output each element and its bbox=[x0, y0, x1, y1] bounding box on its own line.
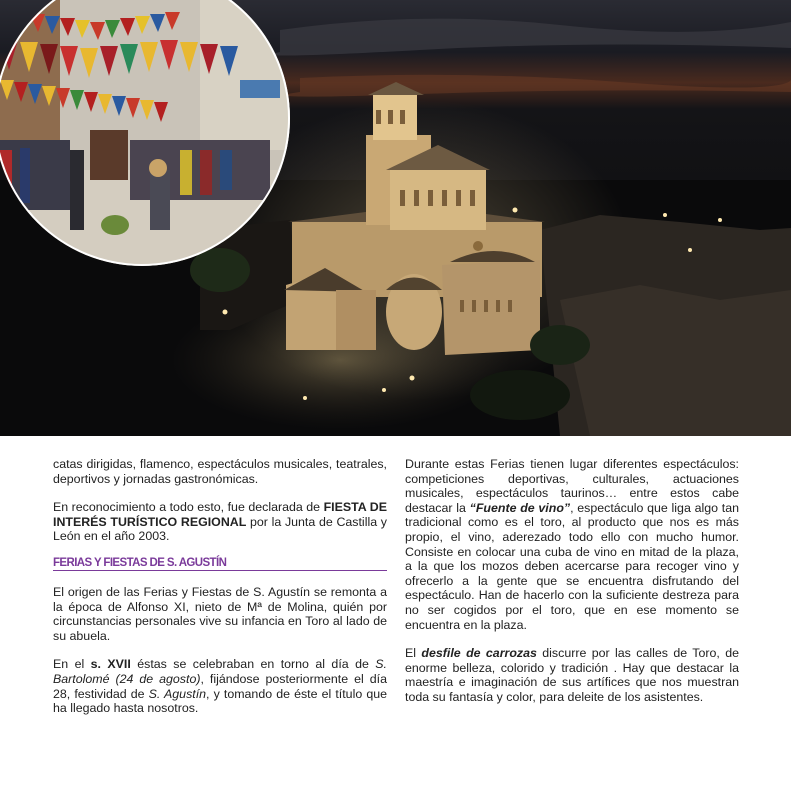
bartolome-italic: S. Bartolomé (24 de agosto) bbox=[53, 657, 387, 686]
left-paragraph-1: catas dirigidas, flamenco, espectáculos musicales, teatrales, deportivos y jornadas gastronómicas. bbox=[53, 457, 387, 486]
left-column bbox=[53, 457, 387, 730]
left-paragraph-4: En el s. XVII éstas se celebraban en torno al día de S. Bartolomé (24 de agosto), fijándose posteriormente el día 28, festividad de S. Agustín, y tomando de éste el título que ha llegado hasta nosotros. bbox=[53, 657, 387, 716]
right-column bbox=[405, 457, 739, 719]
right-paragraph-1: Durante estas Ferias tienen lugar diferentes espectáculos: competiciones deportivas, culturales, actuaciones musicales, espectáculos taurinos… entre estos cabe destacar la “Fuente de vino”, espectáculo que liga algo tan tradicional como es el toro, al producto que nos es más propio, el vino, aderezado todo ello con mucho humor. Consiste en colocar una cuba de vino en mitad de la plaza, a la que los mozos deben acercarse para recoger vino y ofrecerlo a la gente que se encuentra disfrutando del espectáculo. Han de hacerlo con la suficiente destreza para no ser cogidos por el toro, que en ese momento se encuentra en la plaza. bbox=[405, 457, 739, 632]
century-bold: s. XVII bbox=[90, 657, 131, 672]
agustin-italic: S. Agustín bbox=[148, 686, 207, 701]
right-paragraph-2: El desfile de carrozas discurre por las calles de Toro, de enorme belleza, colorido y tradición . Hay que destacar la maestría e imaginación de sus artífices que nos muestran toda su fantasía y color, para deleite de los asistentes. bbox=[405, 646, 739, 704]
section-heading: FERIAS Y FIESTAS DE S. AGUSTÍN bbox=[53, 556, 387, 571]
fuente-de-vino-emphasis: “Fuente de vino” bbox=[469, 500, 571, 515]
left-paragraph-3: El origen de las Ferias y Fiestas de S. Agustín se remonta a la época de Alfonso XI, nieto de Mª de Molina, quién por circunstancias personales vive su infancia en Toro al lado de su abuela. bbox=[53, 584, 387, 643]
fiesta-interes-bold: FIESTA DE INTERÉS TURÍSTICO REGIONAL bbox=[53, 500, 387, 529]
desfile-carrozas-emphasis: desfile de carrozas bbox=[421, 646, 537, 661]
left-paragraph-2: En reconocimiento a todo esto, fue declarada de FIESTA DE INTERÉS TURÍSTICO REGIONAL por la Junta de Castilla y León en el año 2003. bbox=[53, 500, 387, 544]
